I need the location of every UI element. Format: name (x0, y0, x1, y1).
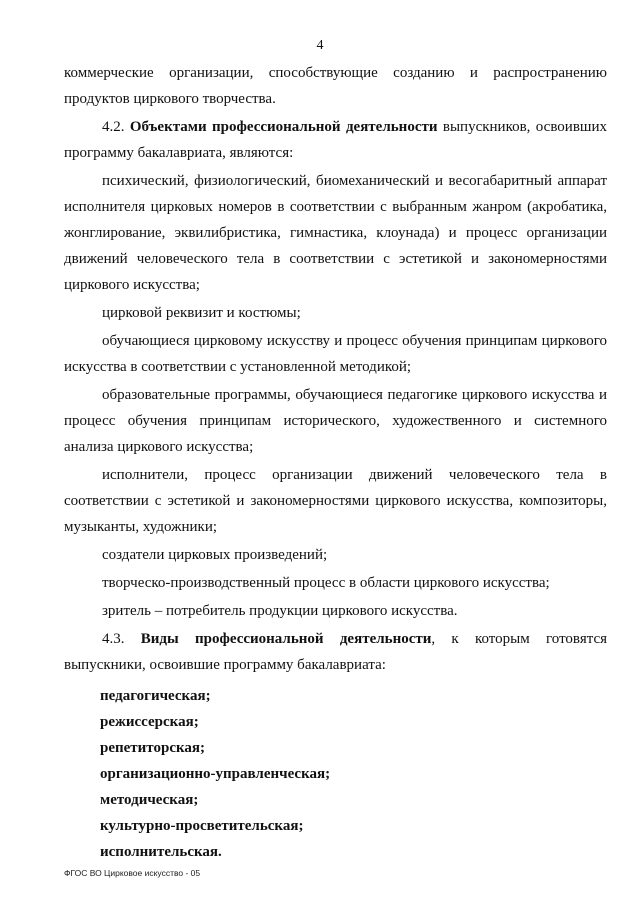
list-item: режиссерская; (100, 714, 199, 730)
document-body (64, 60, 607, 865)
paragraph-object-6: создатели цирковых произведений; (102, 547, 328, 563)
paragraph-4-2 (64, 114, 607, 166)
paragraph-object-4: образовательные программы, обучающиеся педагогике циркового искусства и процесс обучения принципам исторического, художественного и системного анализа циркового искусства; (64, 387, 607, 455)
paragraph-4-3 (64, 626, 607, 678)
paragraph-object-3: обучающиеся цирковому искусству и процесс обучения принципам циркового искусства в соответствии с установленной методикой; (64, 333, 607, 375)
paragraph-object-8: зритель – потребитель продукции циркового искусства. (102, 603, 458, 619)
list-item: организационно-управленческая; (100, 766, 331, 782)
section-number-4-2: 4.2. (102, 119, 125, 135)
section-heading-types: Виды профессиональной деятельности (140, 631, 432, 647)
paragraph-object-5: исполнители, процесс организации движений человеческого тела в соответствии с эстетикой и закономерностями циркового искусства, композиторы, музыканты, художники; (64, 467, 607, 535)
section-number-4-3: 4.3. (102, 631, 125, 647)
section-text-types: , к которым готовятся выпускники, освоившие программу бакалавриата: (64, 631, 608, 673)
paragraph-object-2: цирковой реквизит и костюмы; (102, 305, 301, 321)
list-item: исполнительская. (100, 844, 222, 860)
paragraph-object-1: психический, физиологический, биомеханический и весогабаритный аппарат исполнителя цирковых номеров в соответствии с выбранным жанром (акробатика, жонглирование, эквилибристика, гимнастика, клоунада) и процесс организации движений человеческого тела в соответствии с эстетикой и закономерностями циркового искусства; (64, 173, 607, 293)
activity-types-list (64, 683, 607, 865)
paragraph-continuation: коммерческие организации, способствующие созданию и распространению продуктов циркового творчества. (64, 65, 607, 107)
section-text-objects: выпускников, освоивших программу бакалавриата, являются: (64, 119, 607, 161)
list-item: репетиторская; (100, 740, 206, 756)
section-heading-objects: Объектами профессиональной деятельности (129, 119, 438, 135)
page-footer: ФГОС ВО Цирковое искусство - 05 (64, 868, 201, 878)
paragraph-object-7: творческо-производственный процесс в области циркового искусства; (102, 575, 550, 591)
page-number: 4 (316, 38, 324, 53)
list-item: методическая; (100, 792, 199, 808)
list-item: педагогическая; (100, 688, 211, 704)
list-item: культурно-просветительская; (100, 818, 304, 834)
